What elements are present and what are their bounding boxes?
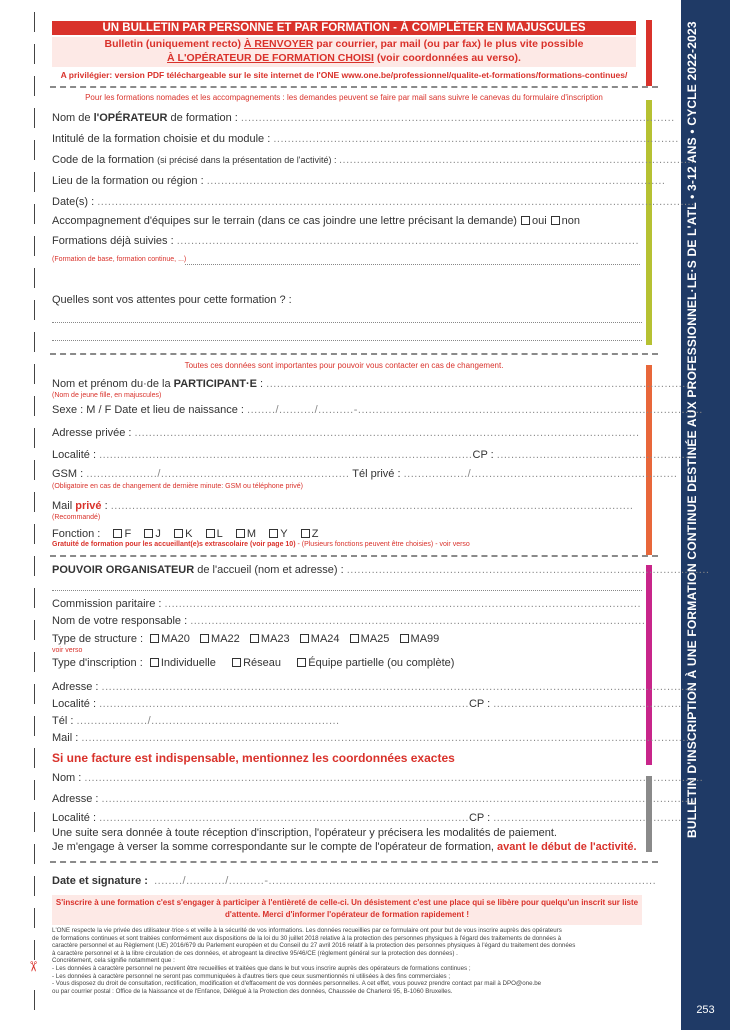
private-mail-field[interactable]: Mail privé : ................................................................................................................................................... (52, 500, 634, 512)
followup-text: Une suite sera donnée à toute réception d'inscription, l'opérateur y précisera les modalités de paiement. (52, 827, 557, 839)
separator (50, 86, 658, 88)
checkbox-non[interactable] (551, 216, 560, 225)
expectations-field: Quelles sont vos attentes pour cette formation ? : (52, 294, 292, 306)
inscription-type-field: Type d'inscription : Individuelle Réseau Équipe partielle (ou complète) (52, 657, 455, 669)
expectations-line-1[interactable] (52, 322, 642, 324)
checkbox-individual[interactable] (150, 658, 159, 667)
separator (50, 861, 658, 863)
checkbox-ma22[interactable] (200, 634, 209, 643)
invoice-heading: Si une facture est indispensable, mentionnez les coordonnées exactes (52, 751, 455, 765)
checkbox-function-m[interactable] (236, 529, 245, 538)
po-phone-field[interactable]: Tél : ..................../..................................................... (52, 715, 340, 727)
invoice-address-field[interactable]: Adresse : ....................................................................................................................................................................... (52, 793, 696, 805)
mail-note: (Recommandé) (52, 514, 101, 521)
phone-note: (Obligatoire en cas de changement de dernière minute: GSM ou téléphone privé) (52, 483, 303, 490)
birth-field[interactable]: Sexe : M / F Date et lieu de naissance : ......../........../..........-................................................................................................. (52, 404, 703, 416)
po-address-field[interactable]: Adresse : ....................................................................................................................................................................... (52, 681, 696, 693)
banner-subtitle: Bulletin (uniquement recto) À RENVOYER par courrier, par mail (ou par fax) le plus vite possible À L'OPÉRATEUR DE FORMATION CHOISI (voir coordonnées au verso). (52, 37, 636, 67)
signature-field[interactable]: Date et signature : ......../.........../..........-............................................................................................................. (52, 875, 657, 887)
section2-note: Toutes ces données sont importantes pour pouvoir vous contacter en cas de changement. (184, 361, 504, 370)
followed-note: (Formation de base, formation continue, ...) (52, 256, 187, 263)
private-address-field[interactable]: Adresse privée : .............................................................................................................................................. (52, 427, 640, 439)
scissors-icon: ✂ (25, 960, 42, 973)
checkbox-ma23[interactable] (250, 634, 259, 643)
manager-field[interactable]: Nom de votre responsable : ................................................................................................................................ (52, 615, 646, 627)
po-locality-field[interactable]: Localité : ........................................................................................................CP : ..................................................... (52, 698, 682, 710)
checkbox-ma24[interactable] (300, 634, 309, 643)
accent-bar-red (646, 20, 652, 86)
verso-note: voir verso (52, 647, 83, 654)
cut-marks (34, 12, 38, 1022)
page-number: 253 (696, 1004, 715, 1016)
sidebar-title: BULLETIN D'INSCRIPTION À UNE FORMATION CONTINUE DESTINÉE AUX PROFESSIONNEL·LE·S DE L'ATL • 3-12 ANS • CYCLE 2022-2023 (685, 21, 699, 839)
section1-note: Pour les formations nomades et les accompagnements : les demandes peuvent se faire par mail sans suivre le canevas du formulaire d'inscription (85, 93, 603, 102)
invoice-locality-field[interactable]: Localité : ........................................................................................................CP : ..................................................... (52, 812, 682, 824)
checkbox-oui[interactable] (521, 216, 530, 225)
checkbox-ma25[interactable] (350, 634, 359, 643)
banner-title: UN BULLETIN PAR PERSONNE ET PAR FORMATION - À COMPLÉTER EN MAJUSCULES (52, 21, 636, 35)
checkbox-network[interactable] (232, 658, 241, 667)
expectations-line-2[interactable] (52, 340, 642, 342)
checkbox-team[interactable] (297, 658, 306, 667)
footer-note: S'inscrire à une formation c'est s'engager à participer à l'entièreté de celle-ci. Un désistement c'est une place qui se libère pour quelqu'un inscrit sur liste d'attente. Merci d'informer l'opérateur de formation rapidement ! (52, 895, 642, 925)
training-code-field[interactable]: Code de la formation (si précisé dans la présentation de l'activité) : .................................................................................................... (52, 154, 695, 166)
accompaniment-field: Accompagnement d'équipes sur le terrain (dans ce cas joindre une lettre précisant la demande) oui non (52, 215, 581, 227)
commission-field[interactable]: Commission paritaire : ...................................................................................................................................... (52, 598, 642, 610)
function-note: Gratuité de formation pour les accueillant(e)s extrascolaire (voir page 10) - (Plusieurs fonctions peuvent être choisies) - voir verso (52, 541, 470, 548)
checkbox-ma20[interactable] (150, 634, 159, 643)
checkbox-function-y[interactable] (269, 529, 278, 538)
followed-trainings-field[interactable]: Formations déjà suivies : .................................................................................................................................. (52, 235, 640, 247)
checkbox-function-j[interactable] (144, 529, 153, 538)
organizer-line-2[interactable] (52, 590, 642, 592)
locality-field[interactable]: Localité : .........................................................................................................CP : ...................................................... (52, 449, 689, 461)
organizer-field[interactable]: POUVOIR ORGANISATEUR de l'accueil (nom et adresse) : ...................................................................................................... (52, 564, 710, 576)
checkbox-function-z[interactable] (301, 529, 310, 538)
checkbox-function-k[interactable] (174, 529, 183, 538)
phone-field[interactable]: GSM : ..................../..................................................... Tél privé : ................../.......................................................... (52, 468, 678, 480)
checkbox-ma99[interactable] (400, 634, 409, 643)
dates-field[interactable]: Date(s) : ........................................................................................................................................................................ (52, 196, 695, 208)
checkbox-function-f[interactable] (113, 529, 122, 538)
invoice-name-field[interactable]: Nom : .............................................................................................................................................................................. (52, 772, 704, 784)
checkbox-function-l[interactable] (206, 529, 215, 538)
legal-text: L'ONE respecte la vie privée des utilisateur·trice·s et veille à la sécurité de vos informations. Les données recueillies par ce formulaire ont pour but de vous inscrire auprès des opérateurs de formations continues et sont traitées conformément aux dispositions de la loi du 30 juillet 2018 relative à la protection des personnes physiques à l'égard des traitements de données à caractère personnel et au Règlement (UE) 2016/679 du Parlement européen et du Conseil du 27 avril 2016 relatif à la protection des personnes physiques à l'égard du traitement des données à caractère personnel et à la libre circulation de ces données, et abrogeant la directive 95/46/CE (règlement général sur la protection des données) . Concrètement, cela signifie notamment que : - Les données à caractère personnel ne peuvent être recueillies et traitées que dans le but vous inscrire auprès des opérateurs de formations continues ; - Les données à caractère personnel ne seront pas communiquées à d'autres tiers que ceux susmentionnés ni utilisées à des fins commerciales ; - Vous disposez du droit de consultation, rectification, modification et d'effacement de vos données personnelles. A cet effet, vous pouvez prendre contact par mail à DPO@one.be ou par courrier postal : Office de la Naissance et de l'Enfance, Délégué à la Protection des données, Chaussée de Charleroi 95, B-1060 Bruxelles. (52, 927, 576, 995)
operator-field[interactable]: Nom de l'OPÉRATEUR de formation : .......................................................................................................................... (52, 112, 675, 124)
separator (50, 555, 658, 557)
followed-line-2[interactable] (185, 264, 640, 266)
separator (50, 353, 658, 355)
participant-name-note: (Nom de jeune fille, en majuscules) (52, 392, 162, 399)
function-field: Fonction : F J K L M Y Z (52, 528, 319, 540)
participant-name-field[interactable]: Nom et prénom du·de la PARTICIPANT·E : ........................................................................................................................ (52, 378, 693, 390)
pdf-note: A privilégier: version PDF téléchargeable sur le site internet de l'ONE www.one.be/professionnel/qualite-et-formations/formations-continues/ (60, 70, 628, 80)
po-mail-field[interactable]: Mail : ............................................................................................................................................................................ (52, 732, 694, 744)
training-place-field[interactable]: Lieu de la formation ou région : ................................................................................................................................. (52, 175, 666, 187)
commitment-text: Je m'engage à verser la somme correspondante sur le compte de l'opérateur de formation, avant le début de l'activité. (52, 841, 637, 853)
training-title-field[interactable]: Intitulé de la formation choisie et du module : .................................................................................................................. (52, 133, 679, 145)
structure-type-field: Type de structure : MA20 MA22 MA23 MA24 MA25 MA99 (52, 633, 440, 645)
